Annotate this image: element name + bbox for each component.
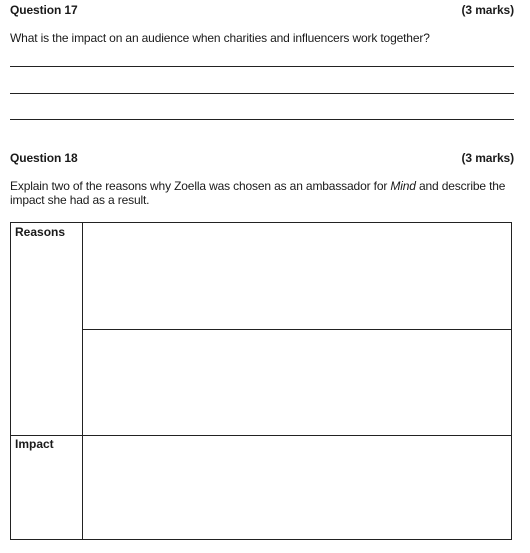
question-18-header bbox=[10, 151, 514, 165]
question-18-text-mind: Mind bbox=[390, 179, 416, 193]
reasons-label: Reasons bbox=[15, 225, 66, 239]
question-17-marks: (3 marks) bbox=[461, 3, 514, 17]
answer-line-2[interactable] bbox=[10, 93, 514, 94]
question-18-marks: (3 marks) bbox=[461, 151, 514, 165]
question-18-text bbox=[10, 179, 516, 207]
answer-line-1[interactable] bbox=[10, 66, 514, 67]
reason-2-answer-cell[interactable] bbox=[83, 330, 511, 435]
reason-1-answer-cell[interactable] bbox=[83, 223, 511, 329]
question-18-title: Question 18 bbox=[10, 151, 78, 165]
question-17-title: Question 17 bbox=[10, 3, 78, 17]
impact-label: Impact bbox=[15, 437, 54, 451]
impact-answer-cell[interactable] bbox=[83, 436, 511, 539]
question-18-text-end: and describe the impact she had as a result. bbox=[10, 179, 506, 207]
question-17-header bbox=[10, 3, 514, 17]
answer-line-3[interactable] bbox=[10, 119, 514, 120]
question-18-text-start: Explain two of the reasons why Zoella was chosen as an ambassador for bbox=[10, 179, 391, 193]
question-17-text: What is the impact on an audience when charities and influencers work together? bbox=[10, 31, 430, 45]
answer-table bbox=[10, 222, 512, 540]
